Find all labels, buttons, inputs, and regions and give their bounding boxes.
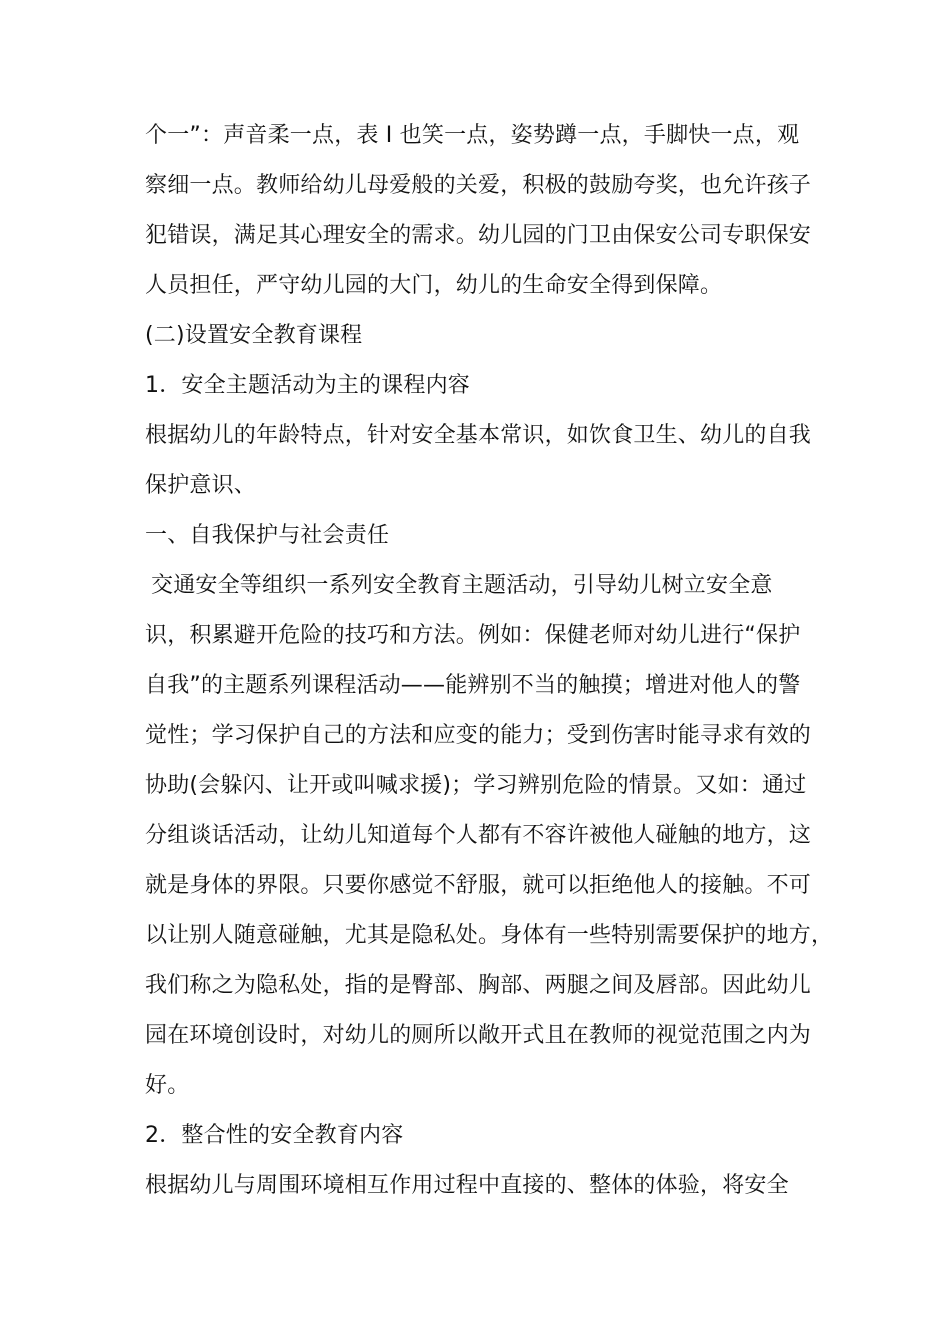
text-line: 识，积累避开危险的技巧和方法。例如：保健老师对幼儿进行“保护 [145,623,801,648]
text-line: 我们称之为隐私处，指的是臀部、胸部、两腿之间及唇部。因此幼儿 [145,973,812,998]
subsection-heading: 1．安全主题活动为主的课程内容 [145,373,470,398]
subsection-heading: 2．整合性的安全教育内容 [145,1123,404,1148]
text-line: 好。 [145,1073,190,1098]
text-line: 自我”的主题系列课程活动——能辨别不当的触摸；增进对他人的警 [145,673,801,698]
text-line: 觉性；学习保护自己的方法和应变的能力；受到伤害时能寻求有效的 [145,723,812,748]
text-line: 根据幼儿与周围环境相互作用过程中直接的、整体的体验，将安全 [145,1173,789,1198]
text-line: 协助(会躲闪、让开或叫喊求援)；学习辨别危险的情景。又如：通过 [145,773,807,798]
text-line: 分组谈话活动，让幼儿知道每个人都有不容许被他人碰触的地方，这 [145,823,812,848]
text-line: 园在环境创设时，对幼儿的厕所以敞开式且在教师的视觉范围之内为 [145,1023,812,1048]
section-heading: 一、自我保护与社会责任 [145,523,390,548]
text-line: 察细一点。教师给幼儿母爱般的关爱，积极的鼓励夸奖，也允许孩子 [145,173,812,198]
text-line: 犯错误，满足其心理安全的需求。幼儿园的门卫由保安公司专职保安 [145,223,812,248]
text-line: 就是身体的界限。只要你感觉不舒服，就可以拒绝他人的接触。不可 [145,873,812,898]
text-line: 交通安全等组织一系列安全教育主题活动，引导幼儿树立安全意 [151,573,773,598]
text-line: 个一”：声音柔一点，表 I 也笑一点，姿势蹲一点，手脚快一点，观 [145,123,800,148]
text-line: 根据幼儿的年龄特点，针对安全基本常识，如饮食卫生、幼儿的自我 [145,423,812,448]
text-line: 人员担任，严守幼儿园的大门，幼儿的生命安全得到保障。 [145,273,723,298]
text-line: 保护意识、 [145,473,257,498]
text-line: 以让别人随意碰触，尤其是隐私处。身体有一些特别需要保护的地方， [145,923,834,948]
section-heading: (二)设置安全教育课程 [145,323,363,348]
